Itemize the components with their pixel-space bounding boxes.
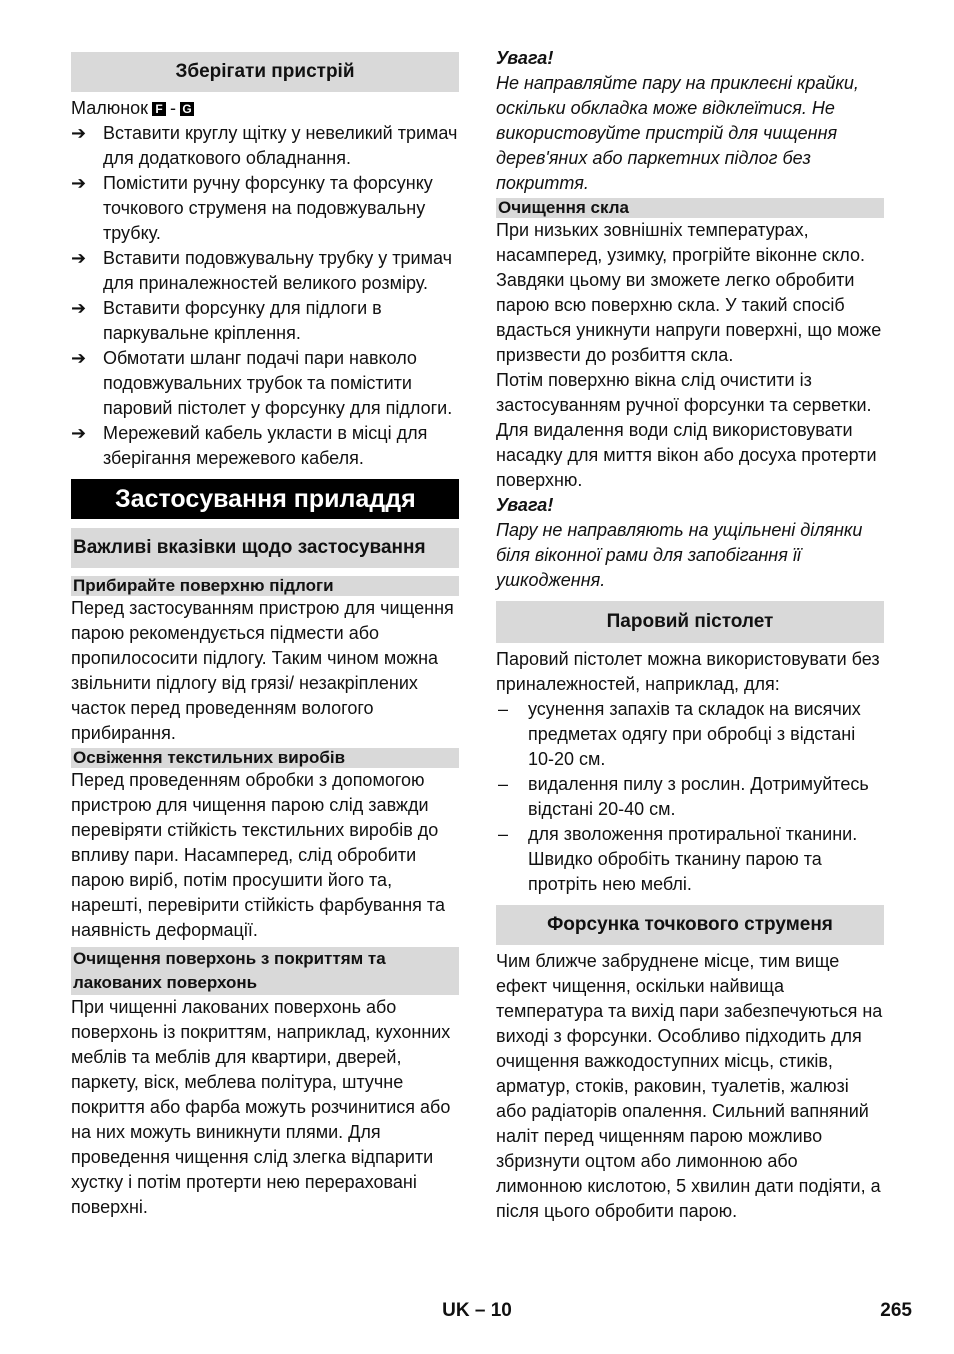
glass-text-2: Потім поверхню вікна слід очистити із застосуванням ручної форсунки та серветки. Для видалення води слід використовувати насадку для миття вікон або досуха протерти поверхню. [496, 370, 877, 490]
important-notes-heading: Важливі вказівки щодо застосування [71, 528, 459, 568]
arrow-right-icon: ➔ [71, 298, 87, 318]
right-column [496, 46, 884, 1224]
arrow-right-icon: ➔ [71, 248, 87, 268]
coated-surfaces-heading: Очищення поверхонь з покриттям та лакованих поверхонь [71, 947, 459, 995]
dash-icon: – [498, 774, 509, 794]
steam-gun-intro: Паровий пістолет можна використовувати без приналежностей, наприклад, для: [496, 649, 880, 694]
figure-from-badge: F [152, 102, 166, 116]
arrow-right-icon: ➔ [71, 123, 87, 143]
glass-text: При низьких зовнішніх температурах, насамперед, узимку, прогрійте віконне скло. Завдяки цьому ви зможете легко обробити парою всю поверхню скла. У такий спосіб вдасться уникнути напруги поверхні, що може призвести до розбиття скла. [496, 220, 882, 365]
warning-text-2: Пару не направляють на ущільнені ділянки біля віконної рами для запобігання її ушкодження. [496, 520, 863, 590]
coated-surfaces-text: При чищенні лакованих поверхонь або поверхонь із покриттям, наприклад, кухонних меблів та меблів для квартири, дверей, паркету, віск, меблева політура, штучне покриття або фарба можуть розчинитися або на них можуть виникнути плями. Для проведення чищення слід злегка відпарити хустку і потім протерти нею перераховані поверхні. [71, 997, 451, 1217]
steam-gun-uses [496, 697, 884, 897]
warning-label-2: Увага! [496, 495, 554, 515]
steam-gun-heading: Паровий пістолет [496, 601, 884, 643]
list-item: ➔ Помістити ручну форсунку та форсунку точкового струменя на подовжувальну трубку. [71, 173, 433, 243]
jet-nozzle-text: Чим ближче забруднене місце, тим вище ефект чищення, оскільки найвища температура та вихід пари забезпечуються на виході з форсунки. Особливо підходить для очищення важкодоступних місць, стиків, арматур, стоків, раковин, туалетів, жалюзі або радіаторів опалення. Сильний вапняний наліт перед чищенням парою можливо збризнути оцтом або лимонною або лимонною кислотою, 5 хвилин дати подіяти, а після цього обробити парою. [496, 951, 883, 1221]
figure-to-badge: G [180, 102, 194, 116]
page-number: 265 [880, 1300, 912, 1321]
dash-icon: – [498, 699, 509, 719]
accessories-section-title: Застосування приладдя [71, 479, 459, 519]
textile-heading: Освіження текстильних виробів [71, 748, 459, 768]
left-column [71, 46, 459, 1220]
list-item: ➔ Вставити круглу щітку у невеликий тримач для додаткового обладнання. [71, 123, 458, 168]
floor-text: Перед застосуванням пристрою для чищення парою рекомендується підмести або пропилососити підлогу. Таким чином можна звільнити підлогу від грязі/ незакріплених часток перед проведенням вологого прибирання. [71, 598, 454, 743]
figure-reference [71, 96, 459, 121]
textile-text: Перед проведенням обробки з допомогою пристрою для чищення парою слід завжди перевіряти стійкість текстильних виробів до впливу пари. Насамперед, слід обробити парою виріб, потім просушити його та, нарешті, перевірити стійкість фарбування та наявність деформації. [71, 770, 445, 940]
arrow-right-icon: ➔ [71, 173, 87, 193]
list-item: – видалення пилу з рослин. Дотримуйтесь відстані 20-40 см. [498, 774, 869, 819]
list-item: ➔ Обмотати шланг подачі пари навколо подовжувальних трубок та помістити паровий пістолет у форсунку для підлоги. [71, 348, 453, 418]
jet-nozzle-heading: Форсунка точкового струменя [496, 905, 884, 945]
list-item: – для зволоження протиральної тканини. Швидко обробіть тканину парою та протріть нею меблі. [498, 824, 858, 894]
list-item: – усунення запахів та складок на висячих предметах одягу при обробці з відстані 10-20 см. [498, 699, 861, 769]
warning-text: Не направляйте пару на приклеєні крайки, оскільки обкладка може відклеїтися. Не використовуйте пристрій для чищення дерев'яних або паркетних підлог без покриття. [496, 73, 859, 193]
list-item: ➔ Вставити форсунку для підлоги в паркувальне кріплення. [71, 298, 382, 343]
list-item: ➔ Мережевий кабель укласти в місці для зберігання мережевого кабеля. [71, 423, 428, 468]
floor-heading: Прибирайте поверхню підлоги [71, 576, 459, 596]
list-item: ➔ Вставити подовжувальну трубку у тримач для приналежностей великого розміру. [71, 248, 452, 293]
dash-icon: – [498, 824, 509, 844]
warning-label: Увага! [496, 48, 554, 68]
glass-heading: Очищення скла [496, 198, 884, 218]
store-steps-list [71, 121, 459, 471]
footer-section: UK – 10 [442, 1300, 512, 1321]
arrow-right-icon: ➔ [71, 423, 87, 443]
arrow-right-icon: ➔ [71, 348, 87, 368]
figure-label: Малюнок [71, 98, 149, 118]
store-heading: Зберігати пристрій [71, 52, 459, 92]
figure-separator: - [170, 98, 177, 118]
